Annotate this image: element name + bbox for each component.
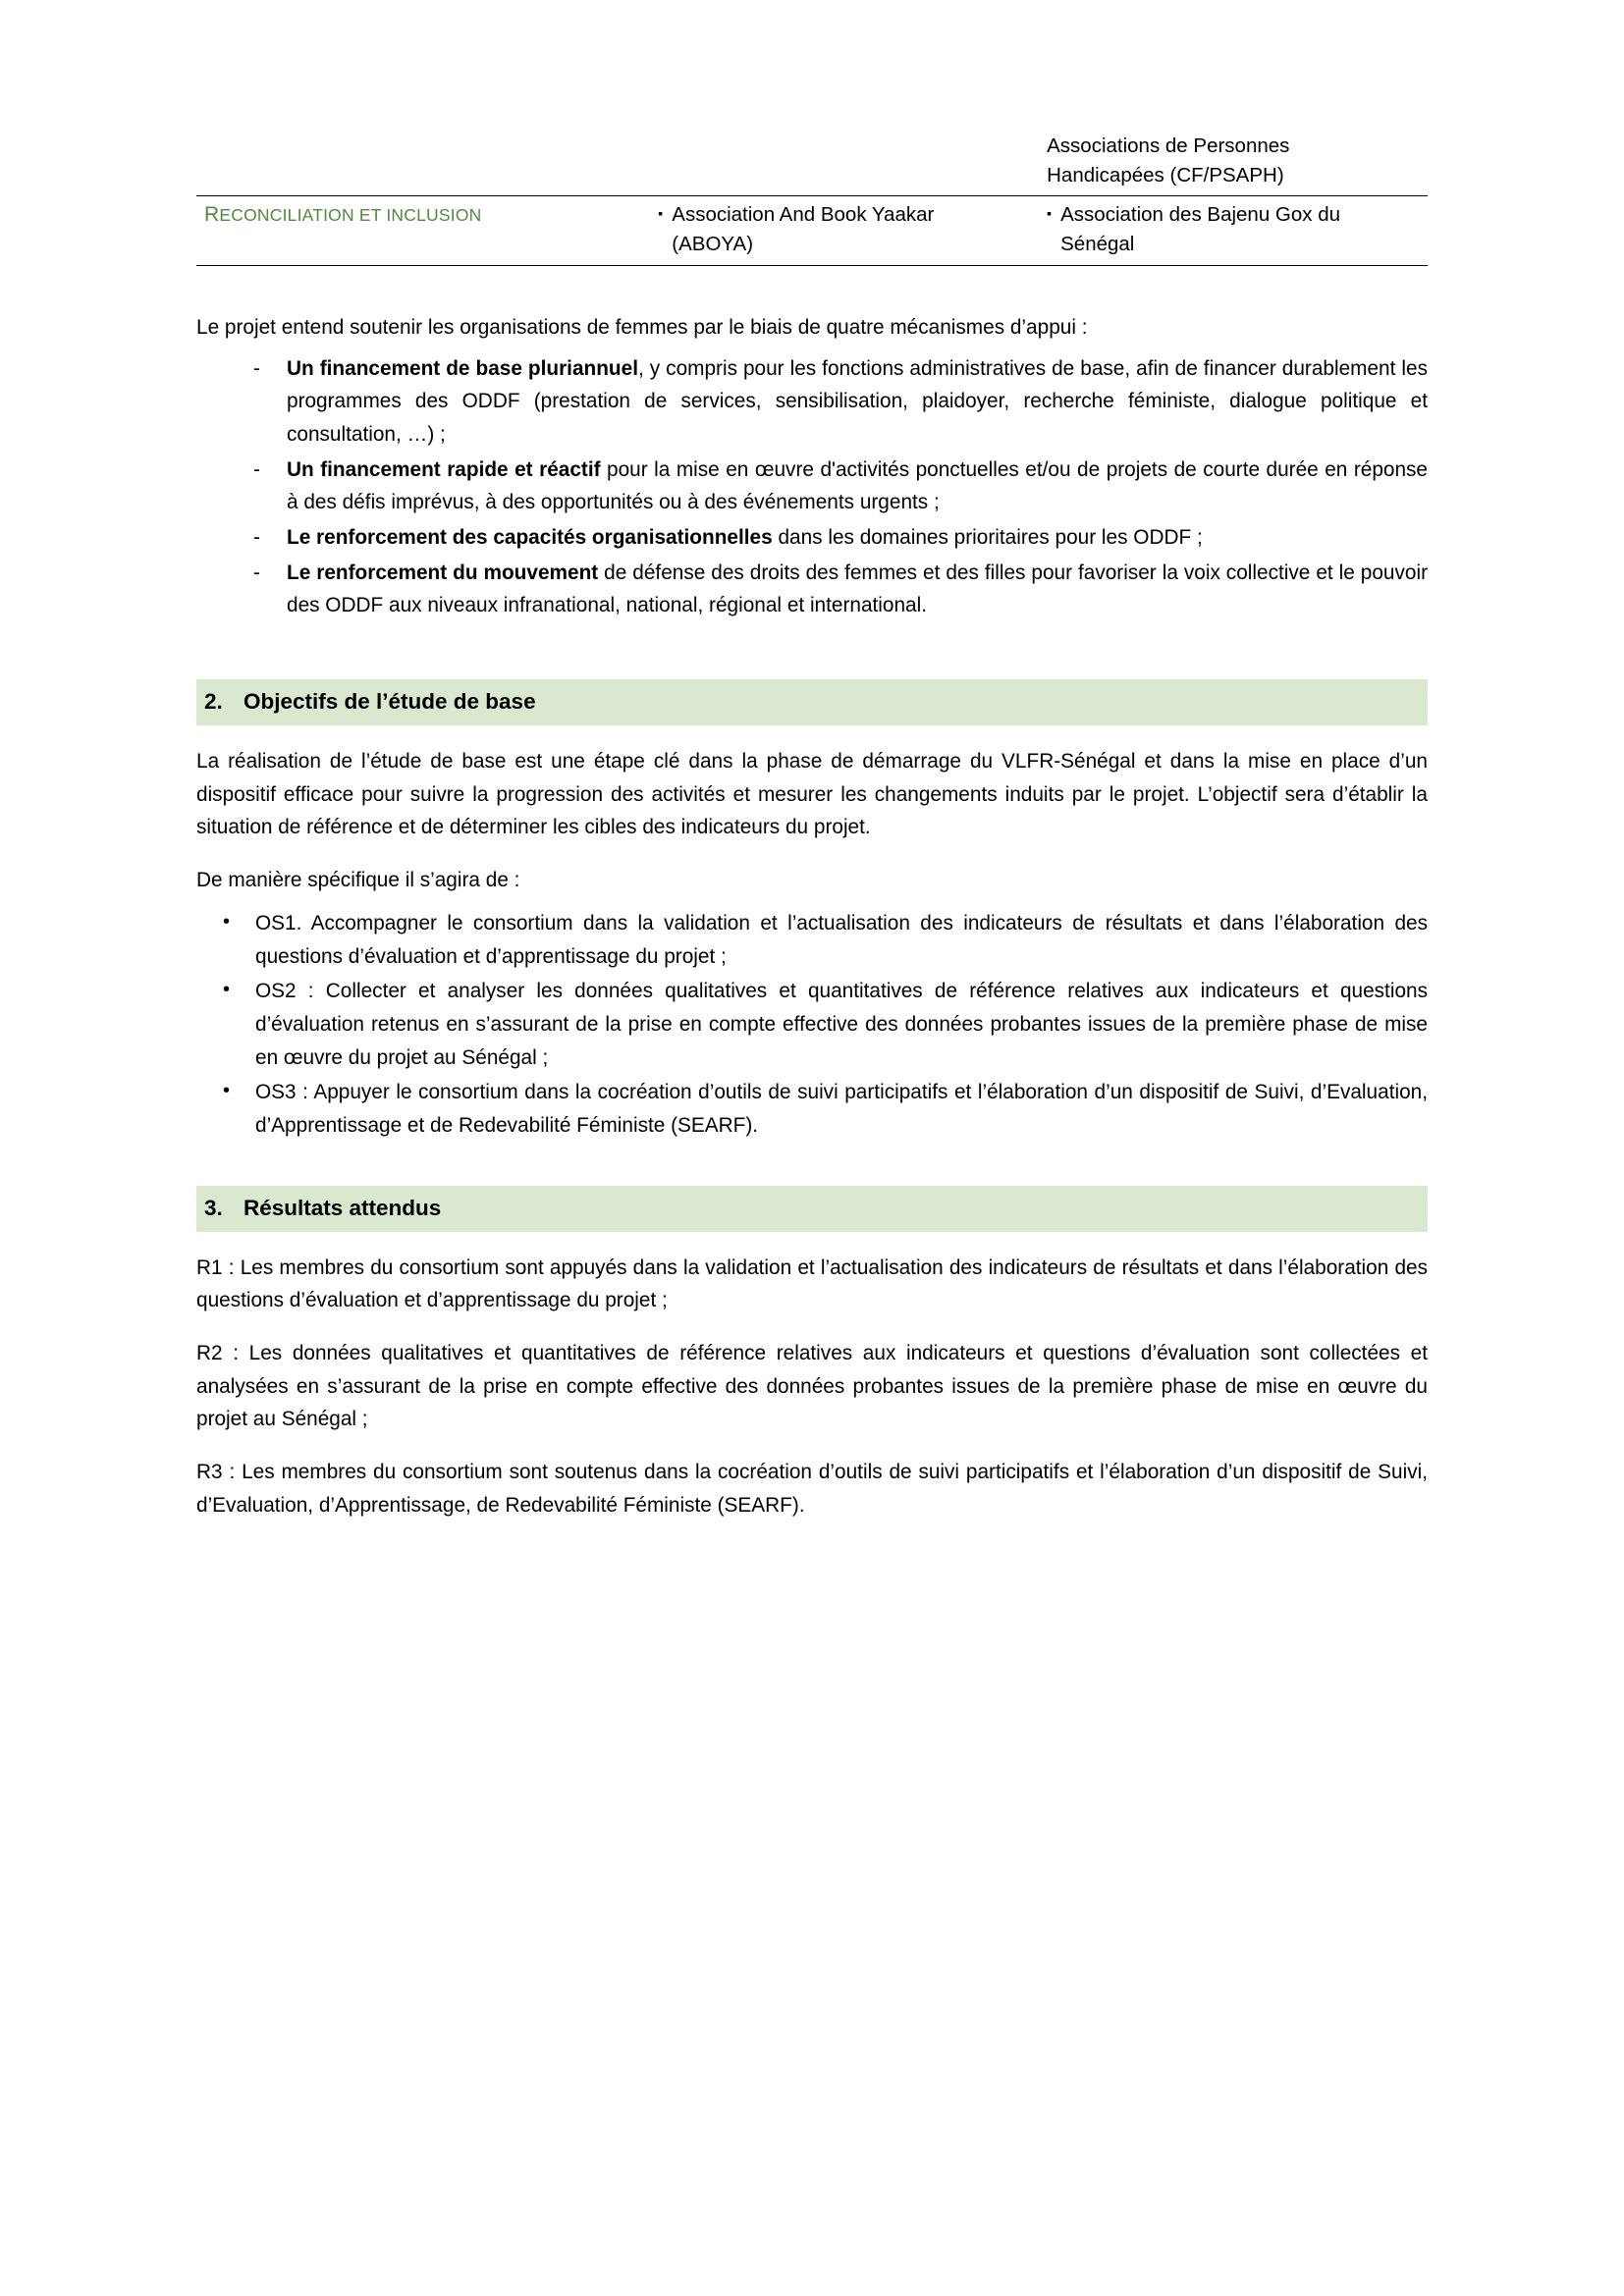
partner-cell-right xyxy=(1039,196,1428,265)
dash-marker: - xyxy=(253,561,260,584)
bullet-icon: • xyxy=(223,1080,231,1102)
list-item-text: dans les domaines prioritaires pour les ODDF ; xyxy=(772,526,1203,549)
list-item xyxy=(196,557,1428,622)
category-label: RECONCILIATION ET INCLUSION xyxy=(204,203,482,227)
result-r1: R1 : Les membres du consortium sont appuyés dans la validation et l’actualisation des indicateurs de résultats et dans l’élaboration des questions d’évaluation et d’apprentissage du projet ; xyxy=(196,1255,1428,1312)
section2-paragraph-1: La réalisation de l’étude de base est une étape clé dans la phase de démarrage du VLFR-Sénégal et dans la mise en place d’un dispositif efficace pour suivre la progression des activités et mesurer les changements induits par le projet. L’objectif sera d’établir la situation de référence et de déterminer les cibles des indicateurs du projet. xyxy=(196,750,1428,839)
list-item-text: pour la mise en œuvre d'activités ponctuelles et/ou de projets de courte durée en réponse à des défis imprévus, à des opportunités ou à des événements urgents ; xyxy=(287,457,1429,514)
section-title: Résultats attendus xyxy=(244,1195,442,1220)
partner-name: Association des Bajenu Gox du Sénégal xyxy=(1060,203,1341,256)
intro-paragraph: Le projet entend soutenir les organisations de femmes par le biais de quatre mécanismes d’appui : xyxy=(196,315,1088,339)
section-number: 3. xyxy=(204,1195,223,1220)
list-item xyxy=(196,352,1428,452)
square-bullet-icon: ▪ xyxy=(1047,205,1053,222)
table-row xyxy=(196,196,1428,265)
partner-cell-middle xyxy=(650,196,1039,265)
objectives-list xyxy=(196,907,1428,1143)
empty-middle-cell xyxy=(650,128,1039,196)
empty-category-cell xyxy=(196,128,650,196)
list-item-bold: Le renforcement des capacités organisationnelles xyxy=(287,526,773,549)
partner-cell-continued xyxy=(1039,128,1428,196)
list-item xyxy=(196,1076,1428,1142)
partner-name: Association And Book Yaakar (ABOYA) xyxy=(672,203,935,256)
partner-line-2: Handicapées (CF/PSAPH) xyxy=(1047,163,1284,187)
section-number: 2. xyxy=(204,689,223,715)
list-item-text: OS3 : Appuyer le consortium dans la cocréation d’outils de suivi participatifs et l’élaboration d’un dispositif de Suivi, d’Evaluation, d’Apprentissage et de Redevabilité Féministe (SEARF). xyxy=(255,1081,1428,1137)
dash-marker: - xyxy=(253,457,260,481)
list-item-text: de défense des droits des femmes et des filles pour favoriser la voix collective et le pouvoir des ODDF aux niveaux infranational, national, régional et international. xyxy=(287,561,1428,617)
page-content xyxy=(196,128,1428,1522)
list-item-text: OS1. Accompagner le consortium dans la validation et l’actualisation des indicateurs de résultats et dans l’élaboration des questions d’évaluation et d’apprentissage du projet ; xyxy=(255,911,1428,968)
list-item-bold: Un financement de base pluriannuel xyxy=(287,356,638,380)
partner-table-fragment xyxy=(196,128,1428,266)
category-cell xyxy=(196,196,650,265)
section-title: Objectifs de l’étude de base xyxy=(244,689,536,715)
list-item-text: , y compris pour les fonctions administratives de base, afin de financer durablement les programmes des ODDF (prestation de services, sensibilisation, plaidoyer, recherche féministe, dialogue politique et consultation, …) ; xyxy=(287,356,1428,446)
square-bullet-icon: ▪ xyxy=(658,205,664,222)
table-row xyxy=(196,128,1428,196)
mechanisms-list xyxy=(196,352,1428,623)
list-item xyxy=(196,975,1428,1074)
section-heading-objectifs xyxy=(196,679,1428,725)
list-item xyxy=(196,454,1428,519)
bullet-icon: • xyxy=(223,910,231,933)
dash-marker: - xyxy=(253,526,260,549)
list-item xyxy=(196,907,1428,973)
bullet-icon: • xyxy=(223,979,231,1001)
section2-paragraph-2: De manière spécifique il s’agira de : xyxy=(196,869,520,892)
list-item-text: OS2 : Collecter et analyser les données qualitatives et quantitatives de référence relatives aux indicateurs et questions d’évaluation retenus en s’assurant de la prise en compte effective des données probantes issues de la première phase de mise en œuvre du projet au Sénégal ; xyxy=(255,980,1428,1069)
result-r2: R2 : Les données qualitatives et quantitatives de référence relatives aux indicateurs et questions d’évaluation sont collectées et analysées en s’assurant de la prise en compte effective des données probantes issues de la première phase de mise en œuvre du projet au Sénégal ; xyxy=(196,1342,1428,1431)
section-heading-resultats xyxy=(196,1186,1428,1232)
result-r3: R3 : Les membres du consortium sont soutenus dans la cocréation d’outils de suivi participatifs et l’élaboration d’un dispositif de Suivi, d’Evaluation, d’Apprentissage, de Redevabilité Féministe (SEARF). xyxy=(196,1461,1428,1517)
list-item-bold: Un financement rapide et réactif xyxy=(287,457,601,481)
partner-line-1: Associations de Personnes xyxy=(1047,134,1290,157)
list-item xyxy=(196,521,1428,555)
dash-marker: - xyxy=(253,356,260,380)
list-item-bold: Le renforcement du mouvement xyxy=(287,561,599,584)
